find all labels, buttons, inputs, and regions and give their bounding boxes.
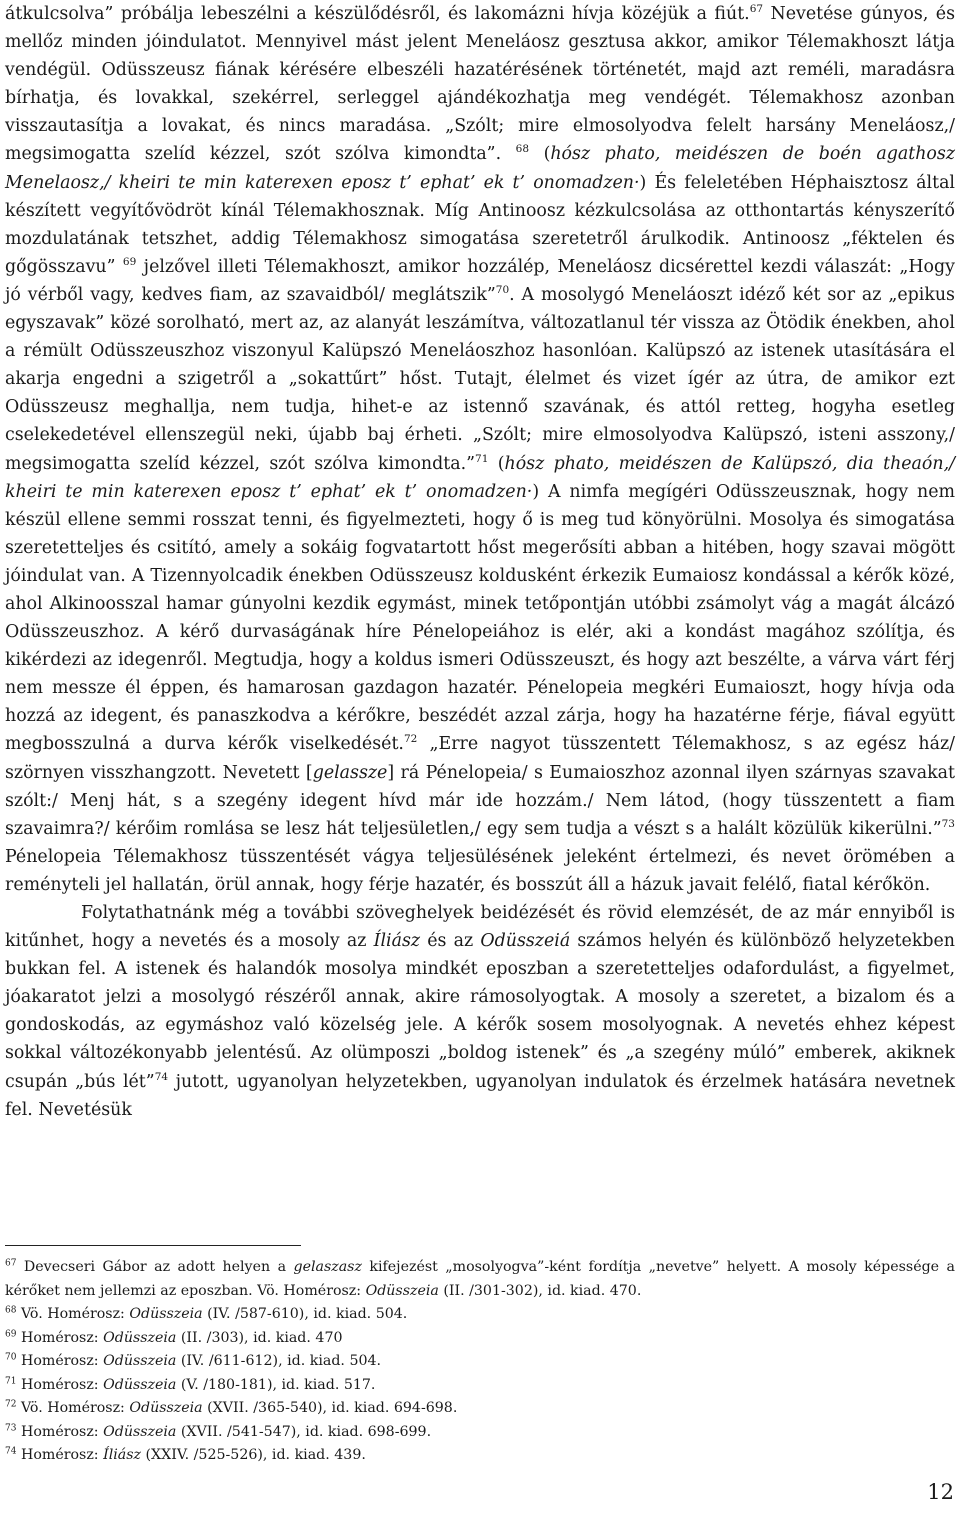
text-run: (XXIV. /525-526), id. kiad. 439.	[141, 1447, 366, 1463]
footnote-reference: 70	[5, 1352, 17, 1363]
text-run: számos helyén és különböző helyzetekben bukkan fel. A istenek és halandók mosolya mindkét eposzban a szeretetteljes odafordulást, a figyelmet, jóakaratot jelzi a mosolygó részéről annak, akire rámosolyogtak. A mosoly a szeretet, a bizalom és a gondoskodás, az egymáshoz való közelség jele. A kérők sosem mosolyognak. A nevetés ehhez képest sokkal változékonyabb jelentésű. Az olümposzi „boldog istenek” és „a szegény múló” emberek, akiknek csupán „bús lét”	[5, 931, 955, 1092]
text-run: (IV. /611-612), id. kiad. 504.	[176, 1353, 382, 1369]
text-run: átkulcsolva” próbálja lebeszélni a készülődésről, és lakomázni hívja közéjük a fiút.	[5, 4, 750, 24]
page-number: 12	[927, 1480, 954, 1504]
text-run: (	[488, 453, 505, 474]
text-run: Homérosz:	[16, 1376, 104, 1393]
footnote-reference: 68	[5, 1305, 17, 1316]
paragraph-2	[5, 899, 955, 1124]
text-run: Homérosz:	[16, 1353, 104, 1369]
text-run: Nevetése gúnyos, és mellőz minden jóindulatot. Mennyivel mást jelent Meneláosz gesztusa akkor, amikor Télemakhoszt látja vendégül. Odüsszeusz fiának kérésére elbeszéli hazatérésének történetét, majd azt reméli, maradásra bírhatja, és lovakkal, szekérrel, serleggel ajándékozhatja meg vendégét. Télemakhosz azonban visszautasítja a lovakat, és nincs maradása. „Szólt; mire elmosolyodva felelt harsány Meneláosz,/ megsimogatta szelíd kézzel, szót szólva kimondta”.	[5, 4, 955, 165]
footnote-72	[5, 1397, 955, 1421]
italic-text: hósz phato, meidészen de boén agathosz Menelaosz,/ kheiri te min katerexen eposz t’ ephat’ ek t’ onomadzen·	[5, 144, 955, 193]
text-run: Homérosz:	[16, 1423, 104, 1440]
text-run: és az	[420, 931, 481, 952]
text-run: ) És feleletében Héphaisztosz által készített vegyítővödröt kínál Télemakhosznak. Míg Antinoosz kézkulcsolása az otthontartás kényszerítő mozdulatának tetszhet, addig Télemakhosz simogatása szeretetről árulkodik. Antinoosz „féktelen és gőgösszavu”	[5, 172, 955, 277]
text-run: jelzővel illeti Télemakhoszt, amikor hozzálép, Meneláosz dicsérettel kezdi válaszát: „Hogy jó vérből vagy, kedves fiam, az szavaidból/ meglátszik”	[5, 256, 955, 305]
italic-text: Odüsszeia	[103, 1353, 177, 1369]
text-run: Folytathatnánk még a további szöveghelyek beidézését és rövid elemzését, de az már ennyiből is kitűnhet, hogy a nevetés és a mosoly az	[5, 903, 955, 952]
italic-text: Íliász	[103, 1447, 142, 1463]
text-run: (	[529, 144, 551, 165]
text-run: (II. /301-302), id. kiad. 470.	[438, 1282, 642, 1299]
footnote-68	[5, 1303, 955, 1327]
text-run: (XVII. /365-540), id. kiad. 694-698.	[202, 1400, 458, 1416]
footnotes	[5, 1256, 955, 1468]
text-run: Devecseri Gábor az adott helyen a	[16, 1259, 294, 1275]
text-run: ) A nimfa megígéri Odüsszeusznak, hogy nem készül ellene semmi rosszat tenni, és figyelmezteti, hogy ő is meg tud könyörülni. Mosolya és simogatása szeretetteljes és csitító, amely a sokáig fogvatartott hőst megerősíti abban a hitében, hogy szavai mögött jóindulat van. A Tizennyolcadik énekben Odüsszeusz koldusként érkezik Eumaiosz kondással a kérők közé, ahol Alkinoosszal hamar gúnyolni kezdik egymást, minek tetőpontján utóbbi zsámolyt vág a magát álcázó Odüsszeuszhoz. A kérő durvaságának híre Pénelopeiához is elér, aki a kondást magához szólítja, és kikérdezi az idegenről. Megtudja, hogy a koldus ismeri Odüsszeuszt, és hogy azt beszélte, a várva várt férj nem messze él éppen, és hamarosan gazdagon hazatér. Pénelopeia megkéri Eumaioszt, hogy hívja oda hozzá az idegent, és panaszkodva a kérőkre, beszédét azzal zárja, hogy ha hazatérne férje, fiával együtt megbosszulná a durva kérők viselkedését.	[5, 481, 955, 755]
footnote-reference: 72	[5, 1399, 17, 1410]
text-run: Pénelopeia Télemakhosz tüsszentését vágya teljesülésének jeleként értelmezi, és nevet örömében a reményteli jel hallatán, örül annak, hogy férje hazatér, és bosszút áll a házuk javait felélő, fiatal kérőkön.	[5, 846, 955, 895]
text-run: (II. /303), id. kiad. 470	[176, 1329, 343, 1346]
footnote-71	[5, 1374, 955, 1398]
footnote-reference: 68	[515, 143, 530, 156]
italic-text: Odüsszeia	[103, 1376, 177, 1393]
text-run: Vö. Homérosz:	[16, 1400, 130, 1416]
footnote-70	[5, 1350, 955, 1374]
footnote-reference: 74	[5, 1446, 17, 1457]
text-run: (XVII. /541-547), id. kiad. 698-699.	[176, 1423, 432, 1440]
text-run: „Erre nagyot tüsszentett Télemakhosz, s az egész ház/ szörnyen visszhangzott. Nevetett [	[5, 734, 955, 783]
italic-text: hósz phato, meidészen de Kalüpszó, dia theaón,/ kheiri te min katerexen eposz t’ ephat’ ek t’ onomadzen·	[5, 453, 955, 502]
text-run: kifejezést „mosolyogva”-ként fordítja „nevetve” helyett. A mosoly képessége a kérőket nem jellemzi az eposzban. Vö. Homérosz:	[5, 1259, 955, 1299]
italic-text: Odüsszeia	[129, 1400, 203, 1416]
text-run: . A mosolygó Meneláoszt idéző két sor az „epikus egyszavak” közé sorolható, mert az, az alanyát leszámítva, változatlanul tér vissza az Ötödik énekben, ahol a rémült Odüsszeuszhoz viszonyul Kalüpszó Meneláoszhoz hasonlóan. Kalüpszó az istenek utasítására el akarja engedni a szigetről a „sokattűrt” hőst. Tutajt, élelmet és vizet ígér az útra, de amikor ezt Odüsszeusz meghallja, nem tudja, hihet-e az istennő szavának, és attól retteg, hogyha esetleg cselekedetével ellenszegül neki, újabb baj érheti. „Szólt; mire elmosolyodva Kalüpszó, isteni asszony,/ megsimogatta szelíd kézzel, szót szólva kimondta.”	[5, 284, 955, 474]
footnote-69	[5, 1327, 955, 1351]
footnote-reference: 69	[122, 256, 137, 269]
body-text	[5, 0, 955, 1124]
italic-text: Íliász	[373, 931, 421, 952]
footnote-reference: 67	[749, 3, 764, 16]
text-run: ] rá Pénelopeia/ s Eumaioszhoz azonnal ilyen szárnyas szavakat szólt:/ Menj hát, s a szegény idegent hívd már ide hozzám./ Nem látod, (hogy tüsszentett a fiam szavaimra?/ kérőim romlása se lesz hát teljesületlen,/ egy sem tudja a vészt s a halált közülük kikerülni.”	[5, 762, 955, 839]
footnote-reference: 74	[154, 1070, 169, 1083]
footnote-reference: 73	[941, 817, 955, 830]
italic-text: Odüsszeia	[365, 1282, 439, 1299]
italic-text: gelaszasz	[293, 1259, 362, 1275]
footnote-74	[5, 1444, 955, 1468]
text-run: jutott, ugyanolyan helyzetekben, ugyanolyan indulatok és érzelmek hatására nevetnek fel. Nevetésük	[5, 1071, 956, 1120]
text-run: Homérosz:	[16, 1447, 104, 1463]
text-run: (IV. /587-610), id. kiad. 504.	[202, 1306, 408, 1322]
footnote-separator	[5, 1245, 301, 1246]
footnote-67	[5, 1256, 955, 1303]
italic-text: Odüsszeia	[103, 1329, 177, 1346]
footnote-reference: 69	[5, 1328, 17, 1339]
italic-text: Odüsszeiá	[480, 931, 571, 952]
footnote-reference: 72	[403, 733, 418, 746]
text-run: Vö. Homérosz:	[16, 1306, 130, 1322]
footnote-reference: 71	[475, 452, 489, 465]
italic-text: Odüsszeia	[129, 1306, 203, 1322]
italic-text: gelassze	[312, 762, 388, 783]
footnote-reference: 73	[5, 1422, 17, 1433]
footnote-reference: 70	[495, 284, 510, 297]
footnote-73	[5, 1421, 955, 1445]
text-run: (V. /180-181), id. kiad. 517.	[176, 1376, 376, 1393]
document-page	[5, 0, 955, 1124]
text-run: Homérosz:	[16, 1329, 104, 1346]
italic-text: Odüsszeia	[103, 1423, 177, 1440]
paragraph-1	[5, 0, 955, 899]
footnote-reference: 67	[5, 1258, 17, 1269]
footnote-reference: 71	[5, 1375, 17, 1386]
